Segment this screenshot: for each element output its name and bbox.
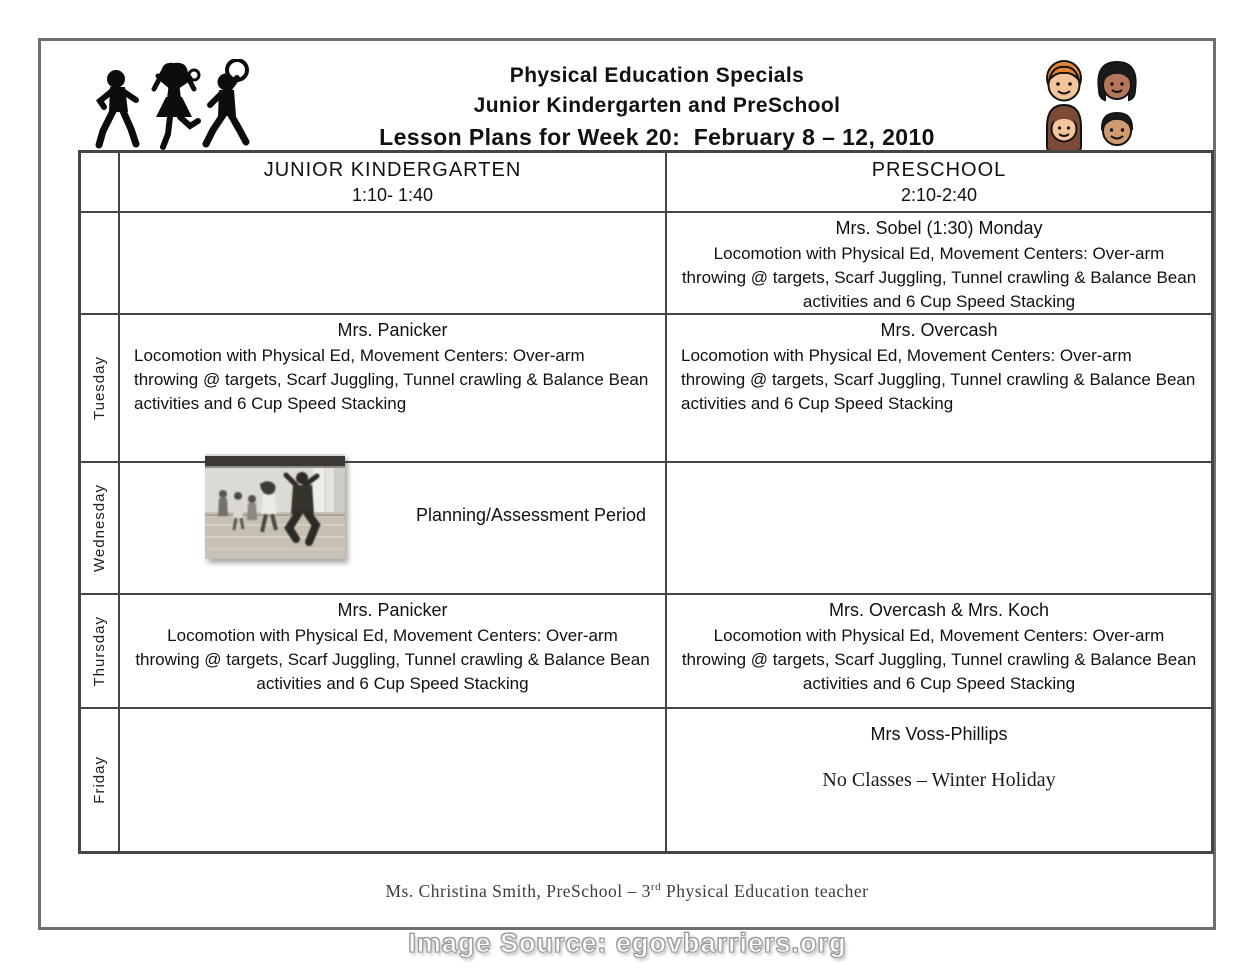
teacher-name: Mrs. Overcash [880,320,998,340]
gym-photo-graphic [205,454,345,559]
holiday-note: No Classes – Winter Holiday [822,769,1056,791]
children-faces-clipart [1033,57,1151,153]
lesson-description: Locomotion with Physical Ed, Movement Centers: Over-arm throwing @ targets, Scarf Juggling, Tunnel crawling & Balance Bean activities and 6 Cup Speed Stacking [135,626,650,693]
teacher-name: Mrs. Panicker [337,600,448,620]
watermark-text: Image Source: egovbarriers.org [408,928,847,958]
monday-preschool-cell [667,213,1211,313]
title-line-2: Junior Kindergarten and PreSchool [473,94,841,117]
lesson-description: Locomotion with Physical Ed, Movement Centers: Over-arm throwing @ targets, Scarf Juggling, Tunnel crawling & Balance Bean activities and 6 Cup Speed Stacking [134,346,649,413]
wednesday-preschool-cell [667,463,1211,593]
column-name: JUNIOR KINDERGARTEN [263,159,522,181]
thursday-junior-kindergarten-cell [120,595,665,707]
corner-cell [81,153,118,211]
teacher-name: Mrs Voss-Phillips [870,724,1008,744]
lesson-description: Locomotion with Physical Ed, Movement Centers: Over-arm throwing @ targets, Scarf Juggling, Tunnel crawling & Balance Bean activities and 6 Cup Speed Stacking [681,346,1196,413]
children-dancing-clipart [91,59,261,153]
title-line-1: Physical Education Specials [509,64,805,87]
day-label-monday [81,213,118,313]
column-time: 2:10-2:40 [900,185,978,205]
column-time: 1:10- 1:40 [351,185,434,205]
day-label-thursday: Thursday [81,595,118,707]
tuesday-preschool-cell [667,315,1211,461]
footer-text: Ms. Christina Smith, PreSchool – 3 [385,881,651,901]
gym-dance-class-photo [205,454,345,559]
tuesday-junior-kindergarten-cell [120,315,665,461]
teacher-name: Mrs. Overcash & Mrs. Koch [828,600,1050,620]
thursday-preschool-cell [667,595,1211,707]
day-label-wednesday: Wednesday [81,463,118,593]
friday-junior-kindergarten-cell [120,709,665,851]
children-faces-icon [1033,57,1151,153]
lesson-description: Locomotion with Physical Ed, Movement Centers: Over-arm throwing @ targets, Scarf Juggling, Tunnel crawling & Balance Bean activities and 6 Cup Speed Stacking [681,244,1197,311]
footer-ordinal: rd [650,881,662,894]
footer-text: Physical Education teacher [661,881,869,901]
teacher-name: Mrs. Panicker [337,320,448,340]
children-dancing-icon [91,59,261,153]
document-title [241,61,1073,153]
teacher-name: Mrs. Sobel (1:30) Monday [835,218,1043,238]
column-name: PRESCHOOL [871,159,1007,181]
title-line-3: Lesson Plans for Week 20: February 8 – 12, 2010 [379,124,935,150]
wednesday-junior-kindergarten-cell [120,463,665,593]
schedule-table [78,150,1214,854]
planning-period-note: Planning/Assessment Period [415,505,647,525]
monday-junior-kindergarten-cell [120,213,665,313]
page-frame [38,38,1216,930]
junior-kindergarten-header [120,153,665,211]
lesson-description: Locomotion with Physical Ed, Movement Centers: Over-arm throwing @ targets, Scarf Juggling, Tunnel crawling & Balance Bean activities and 6 Cup Speed Stacking [681,626,1197,693]
preschool-header [667,153,1211,211]
friday-preschool-cell [667,709,1211,851]
footer-credit [41,881,1213,902]
day-label-friday: Friday [81,709,118,851]
day-label-tuesday: Tuesday [81,315,118,461]
